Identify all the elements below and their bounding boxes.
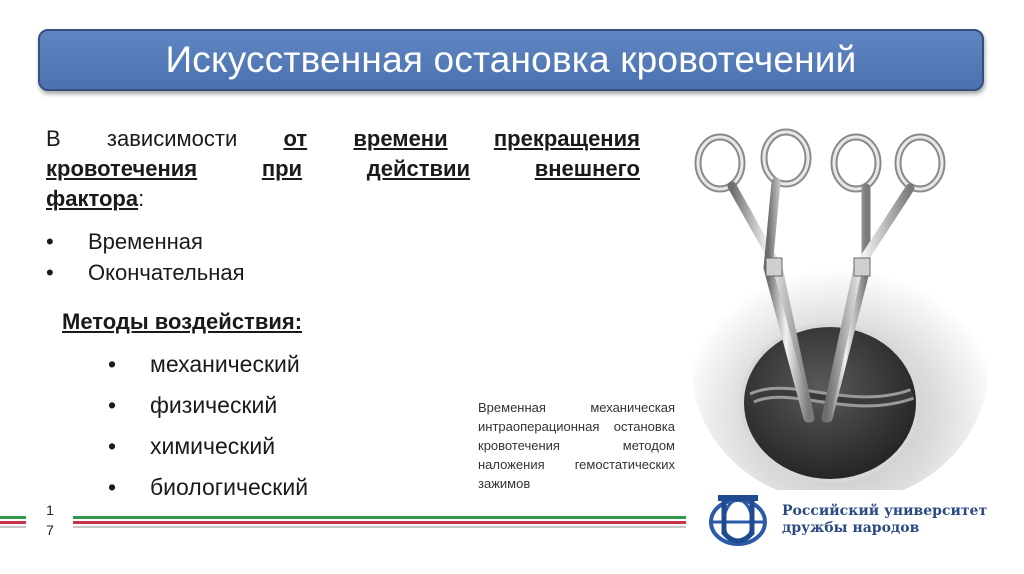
bullet: • [46,259,54,285]
methods-heading: Методы воздействия: [62,309,303,334]
intro-line-2 [46,154,640,184]
university-name-line1: Российский университет [782,503,988,519]
intro-line-1 [46,124,640,154]
university-name-line2: дружбы народов [782,520,920,536]
bullet: • [108,392,117,418]
intro-word: при [261,156,303,181]
intro-paragraph [46,124,640,214]
university-name [782,503,987,537]
list-item [108,344,308,385]
intro-word: зависимости [106,126,238,151]
list-item [46,226,245,257]
list-item [46,257,245,288]
type-label: Окончательная [88,259,245,285]
intro-word: времени [353,126,448,151]
page-number-digit: 1 [46,502,54,518]
method-label: биологический [150,474,309,500]
intro-line-3 [46,184,640,214]
list-item [108,467,308,508]
bullet: • [108,474,117,500]
bullet: • [46,228,54,254]
page-number [42,500,58,540]
bullet: • [108,351,117,377]
intro-word: прекращения [493,126,640,151]
method-label: физический [150,392,278,418]
types-list [46,226,245,288]
footer-stripe-right [73,516,686,530]
slide-title: Искусственная остановка кровотечений [165,39,857,80]
intro-word: фактора [46,186,139,211]
intro-word: от [283,126,308,151]
methods-list [108,344,308,508]
method-label: механический [150,351,300,377]
intro-word: действии [366,156,471,181]
type-label: Временная [88,228,203,254]
intro-colon: : [138,186,145,211]
intro-word: кровотечения [46,156,198,181]
figure-caption: Временная механическая интраоперационная остановка кровотечения методом наложения гемостатических зажимов [478,400,675,491]
intro-word: внешнего [534,156,640,181]
footer-stripe-left [0,516,26,530]
hemostatic-clamps-image [690,118,990,490]
title-bar [38,29,984,91]
bullet: • [108,433,117,459]
list-item [108,385,308,426]
method-label: химический [150,433,276,459]
page-number-digit: 7 [46,522,54,538]
intro-word: В [46,126,61,151]
list-item [108,426,308,467]
